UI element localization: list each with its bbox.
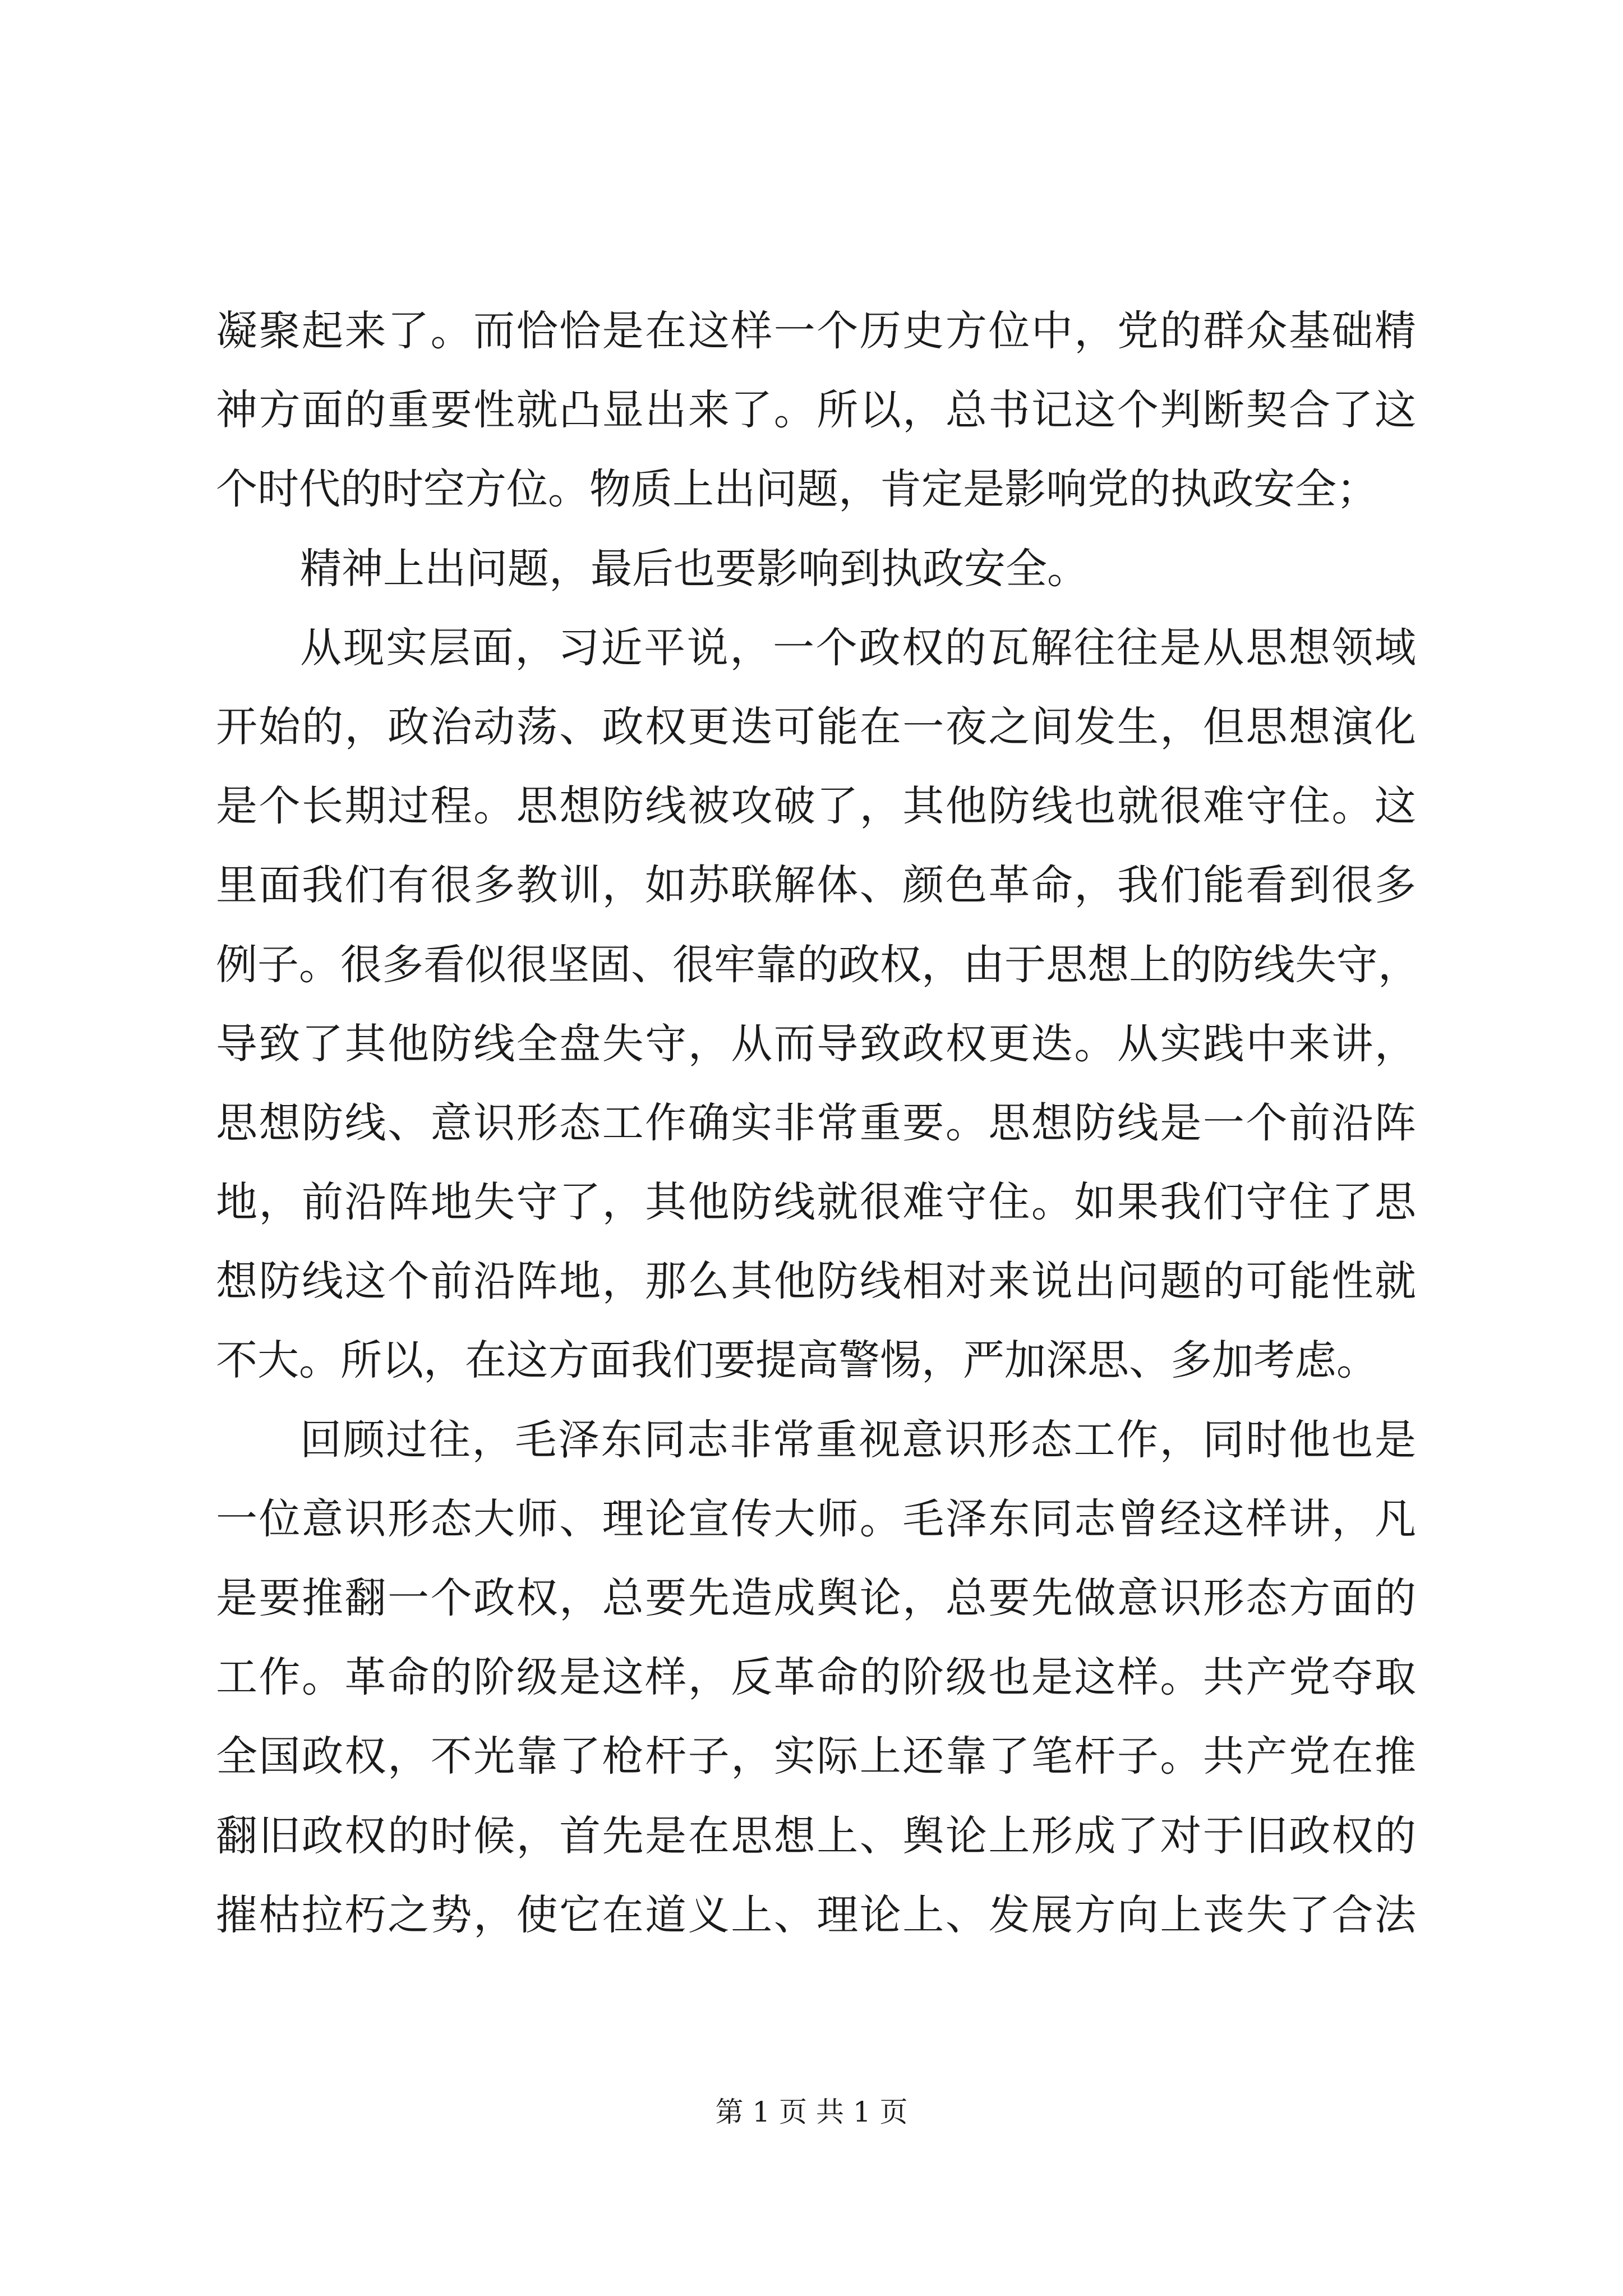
paragraph-2-line-1: 精神上出问题，最后也要影响到执政安全。 — [300, 544, 1089, 593]
page-footer: 第 1 页 共 1 页 — [715, 2096, 908, 2128]
paragraph-4-line-1: 回顾过往，毛泽东同志非常重视意识形态工作，同时他也是 — [300, 1415, 1416, 1464]
paragraph-3-line-2: 开始的，政治动荡、政权更迭可能在一夜之间发生，但思想演化 — [216, 702, 1416, 751]
paragraph-4-line-2: 一位意识形态大师、理论宣传大师。毛泽东同志曾经这样讲，凡 — [216, 1494, 1416, 1543]
paragraph-1-line-3: 个时代的时空方位。物质上出问题，肯定是影响党的执政安全； — [216, 465, 1378, 514]
paragraph-4-line-5: 全国政权，不光靠了枪杆子，实际上还靠了笔杆子。共产党在推 — [216, 1732, 1416, 1781]
paragraph-4-line-7: 摧枯拉朽之势，使它在道义上、理论上、发展方向上丧失了合法 — [216, 1890, 1416, 1939]
paragraph-1-line-1: 凝聚起来了。而恰恰是在这样一个历史方位中，党的群众基础精 — [216, 307, 1416, 355]
paragraph-4-line-4: 工作。革命的阶级是这样，反革命的阶级也是这样。共产党夺取 — [216, 1653, 1416, 1702]
paragraph-3-line-6: 导致了其他防线全盘失守，从而导致政权更迭。从实践中来讲， — [216, 1019, 1416, 1068]
paragraph-3-line-5: 例子。很多看似很坚固、很牢靠的政权，由于思想上的防线失守， — [216, 940, 1419, 989]
paragraph-3-line-8: 地，前沿阵地失守了，其他防线就很难守住。如果我们守住了思 — [216, 1178, 1416, 1227]
paragraph-1-line-2: 神方面的重要性就凸显出来了。所以，总书记这个判断契合了这 — [216, 386, 1416, 435]
paragraph-4-line-6: 翻旧政权的时候，首先是在思想上、舆论上形成了对于旧政权的 — [216, 1811, 1416, 1860]
paragraph-3-line-10: 不大。所以，在这方面我们要提高警惕，严加深思、多加考虑。 — [216, 1336, 1378, 1385]
paragraph-3-line-1: 从现实层面，习近平说，一个政权的瓦解往往是从思想领域 — [300, 623, 1416, 672]
paragraph-3-line-3: 是个长期过程。思想防线被攻破了，其他防线也就很难守住。这 — [216, 782, 1416, 831]
paragraph-3-line-4: 里面我们有很多教训，如苏联解体、颜色革命，我们能看到很多 — [216, 861, 1416, 910]
paragraph-3-line-9: 想防线这个前沿阵地，那么其他防线相对来说出问题的可能性就 — [216, 1257, 1416, 1306]
paragraph-4-line-3: 是要推翻一个政权，总要先造成舆论，总要先做意识形态方面的 — [216, 1574, 1416, 1622]
paragraph-3-line-7: 思想防线、意识形态工作确实非常重要。思想防线是一个前沿阵 — [216, 1098, 1416, 1147]
document-body — [216, 292, 1419, 1955]
